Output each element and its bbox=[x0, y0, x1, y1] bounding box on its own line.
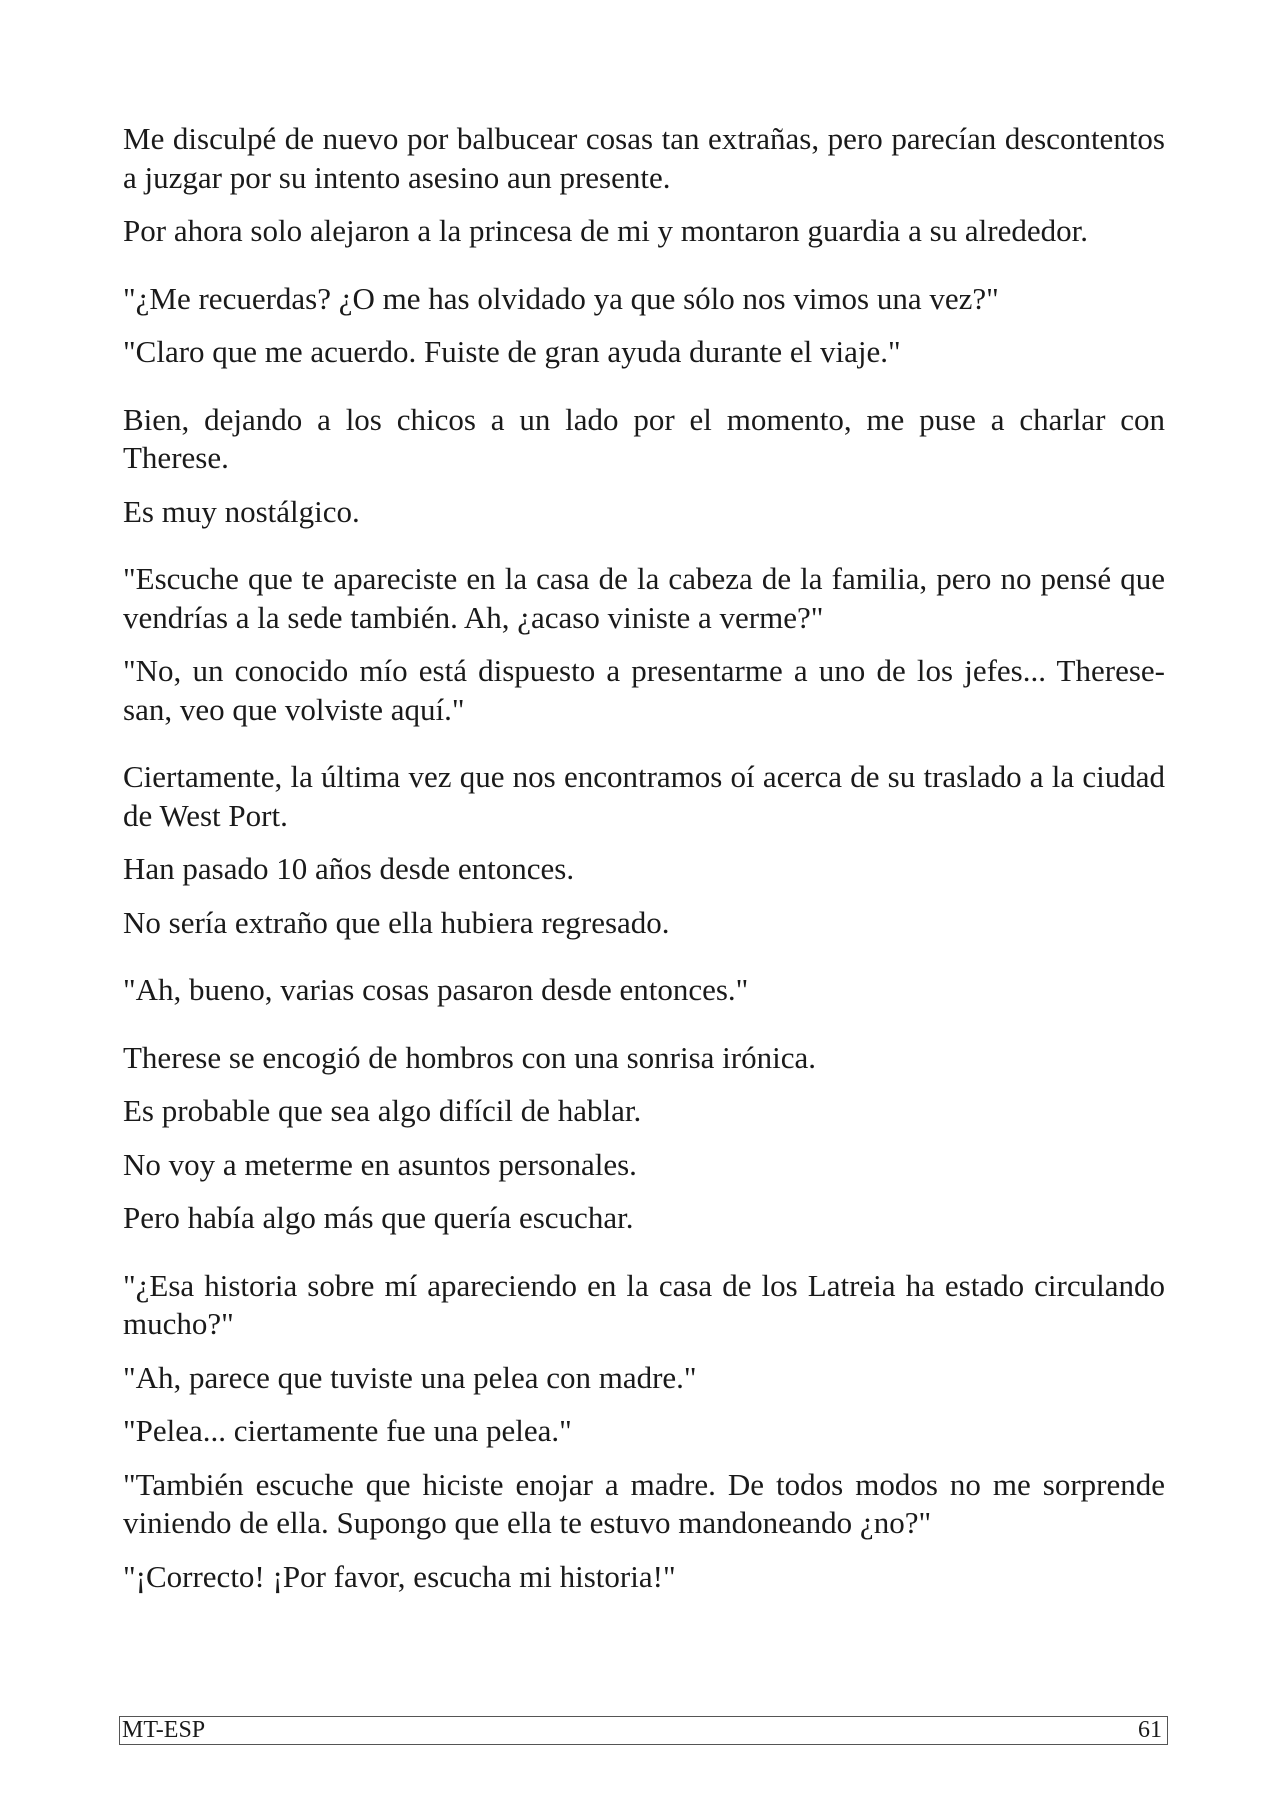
paragraph: No voy a meterme en asuntos personales. bbox=[123, 1146, 637, 1182]
paragraph: "Escuche que te apareciste en la casa de la cabeza de la familia, pero no pensé que vendrías a la sede también. Ah, ¿acaso viniste a verme?" bbox=[123, 561, 1165, 635]
paragraph: Pero había algo más que quería escuchar. bbox=[123, 1200, 634, 1235]
paragraph: Es probable que sea algo difícil de hablar. bbox=[123, 1093, 642, 1128]
paragraph: Me disculpé de nuevo por balbucear cosas tan extrañas, pero parecían descontentos a juzgar por su intento asesino aun presente. bbox=[123, 121, 1165, 195]
paragraph: "Ah, parece que tuviste una pelea con madre." bbox=[123, 1359, 697, 1395]
footer-label: MT-ESP bbox=[122, 1717, 206, 1743]
paragraph: "¿Esa historia sobre mí apareciendo en la casa de los Latreia ha estado circulando mucho?" bbox=[123, 1267, 1165, 1341]
paragraph: Bien, dejando a los chicos a un lado por el momento, me puse a charlar con Therese. bbox=[123, 401, 1165, 475]
page-number: 61 bbox=[1138, 1717, 1162, 1743]
paragraph: Therese se encogió de hombros con una sonrisa irónica. bbox=[123, 1039, 816, 1075]
paragraph: "Pelea... ciertamente fue una pelea." bbox=[123, 1413, 572, 1448]
paragraph: "También escuche que hiciste enojar a madre. De todos modos no me sorprende viniendo de ella. Supongo que ella te estuvo mandoneando ¿no?" bbox=[123, 1466, 1165, 1540]
paragraph: "Claro que me acuerdo. Fuiste de gran ayuda durante el viaje." bbox=[123, 334, 901, 369]
paragraph: "Ah, bueno, varias cosas pasaron desde entonces." bbox=[123, 972, 749, 1007]
page-footer bbox=[119, 1716, 1168, 1745]
text-body bbox=[123, 120, 1165, 1611]
paragraph: "¡Correcto! ¡Por favor, escucha mi historia!" bbox=[123, 1558, 676, 1594]
paragraph: Es muy nostálgico. bbox=[123, 493, 360, 529]
paragraph: Han pasado 10 años desde entonces. bbox=[123, 851, 575, 886]
paragraph: Ciertamente, la última vez que nos encontramos oí acerca de su traslado a la ciudad de West Port. bbox=[123, 759, 1165, 833]
paragraph: Por ahora solo alejaron a la princesa de mi y montaron guardia a su alrededor. bbox=[123, 213, 1088, 248]
paragraph: "¿Me recuerdas? ¿O me has olvidado ya que sólo nos vimos una vez?" bbox=[123, 280, 999, 316]
paragraph: No sería extraño que ella hubiera regresado. bbox=[123, 904, 670, 940]
paragraph: "No, un conocido mío está dispuesto a presentarme a uno de los jefes... Therese-san, veo que volviste aquí." bbox=[123, 653, 1165, 727]
